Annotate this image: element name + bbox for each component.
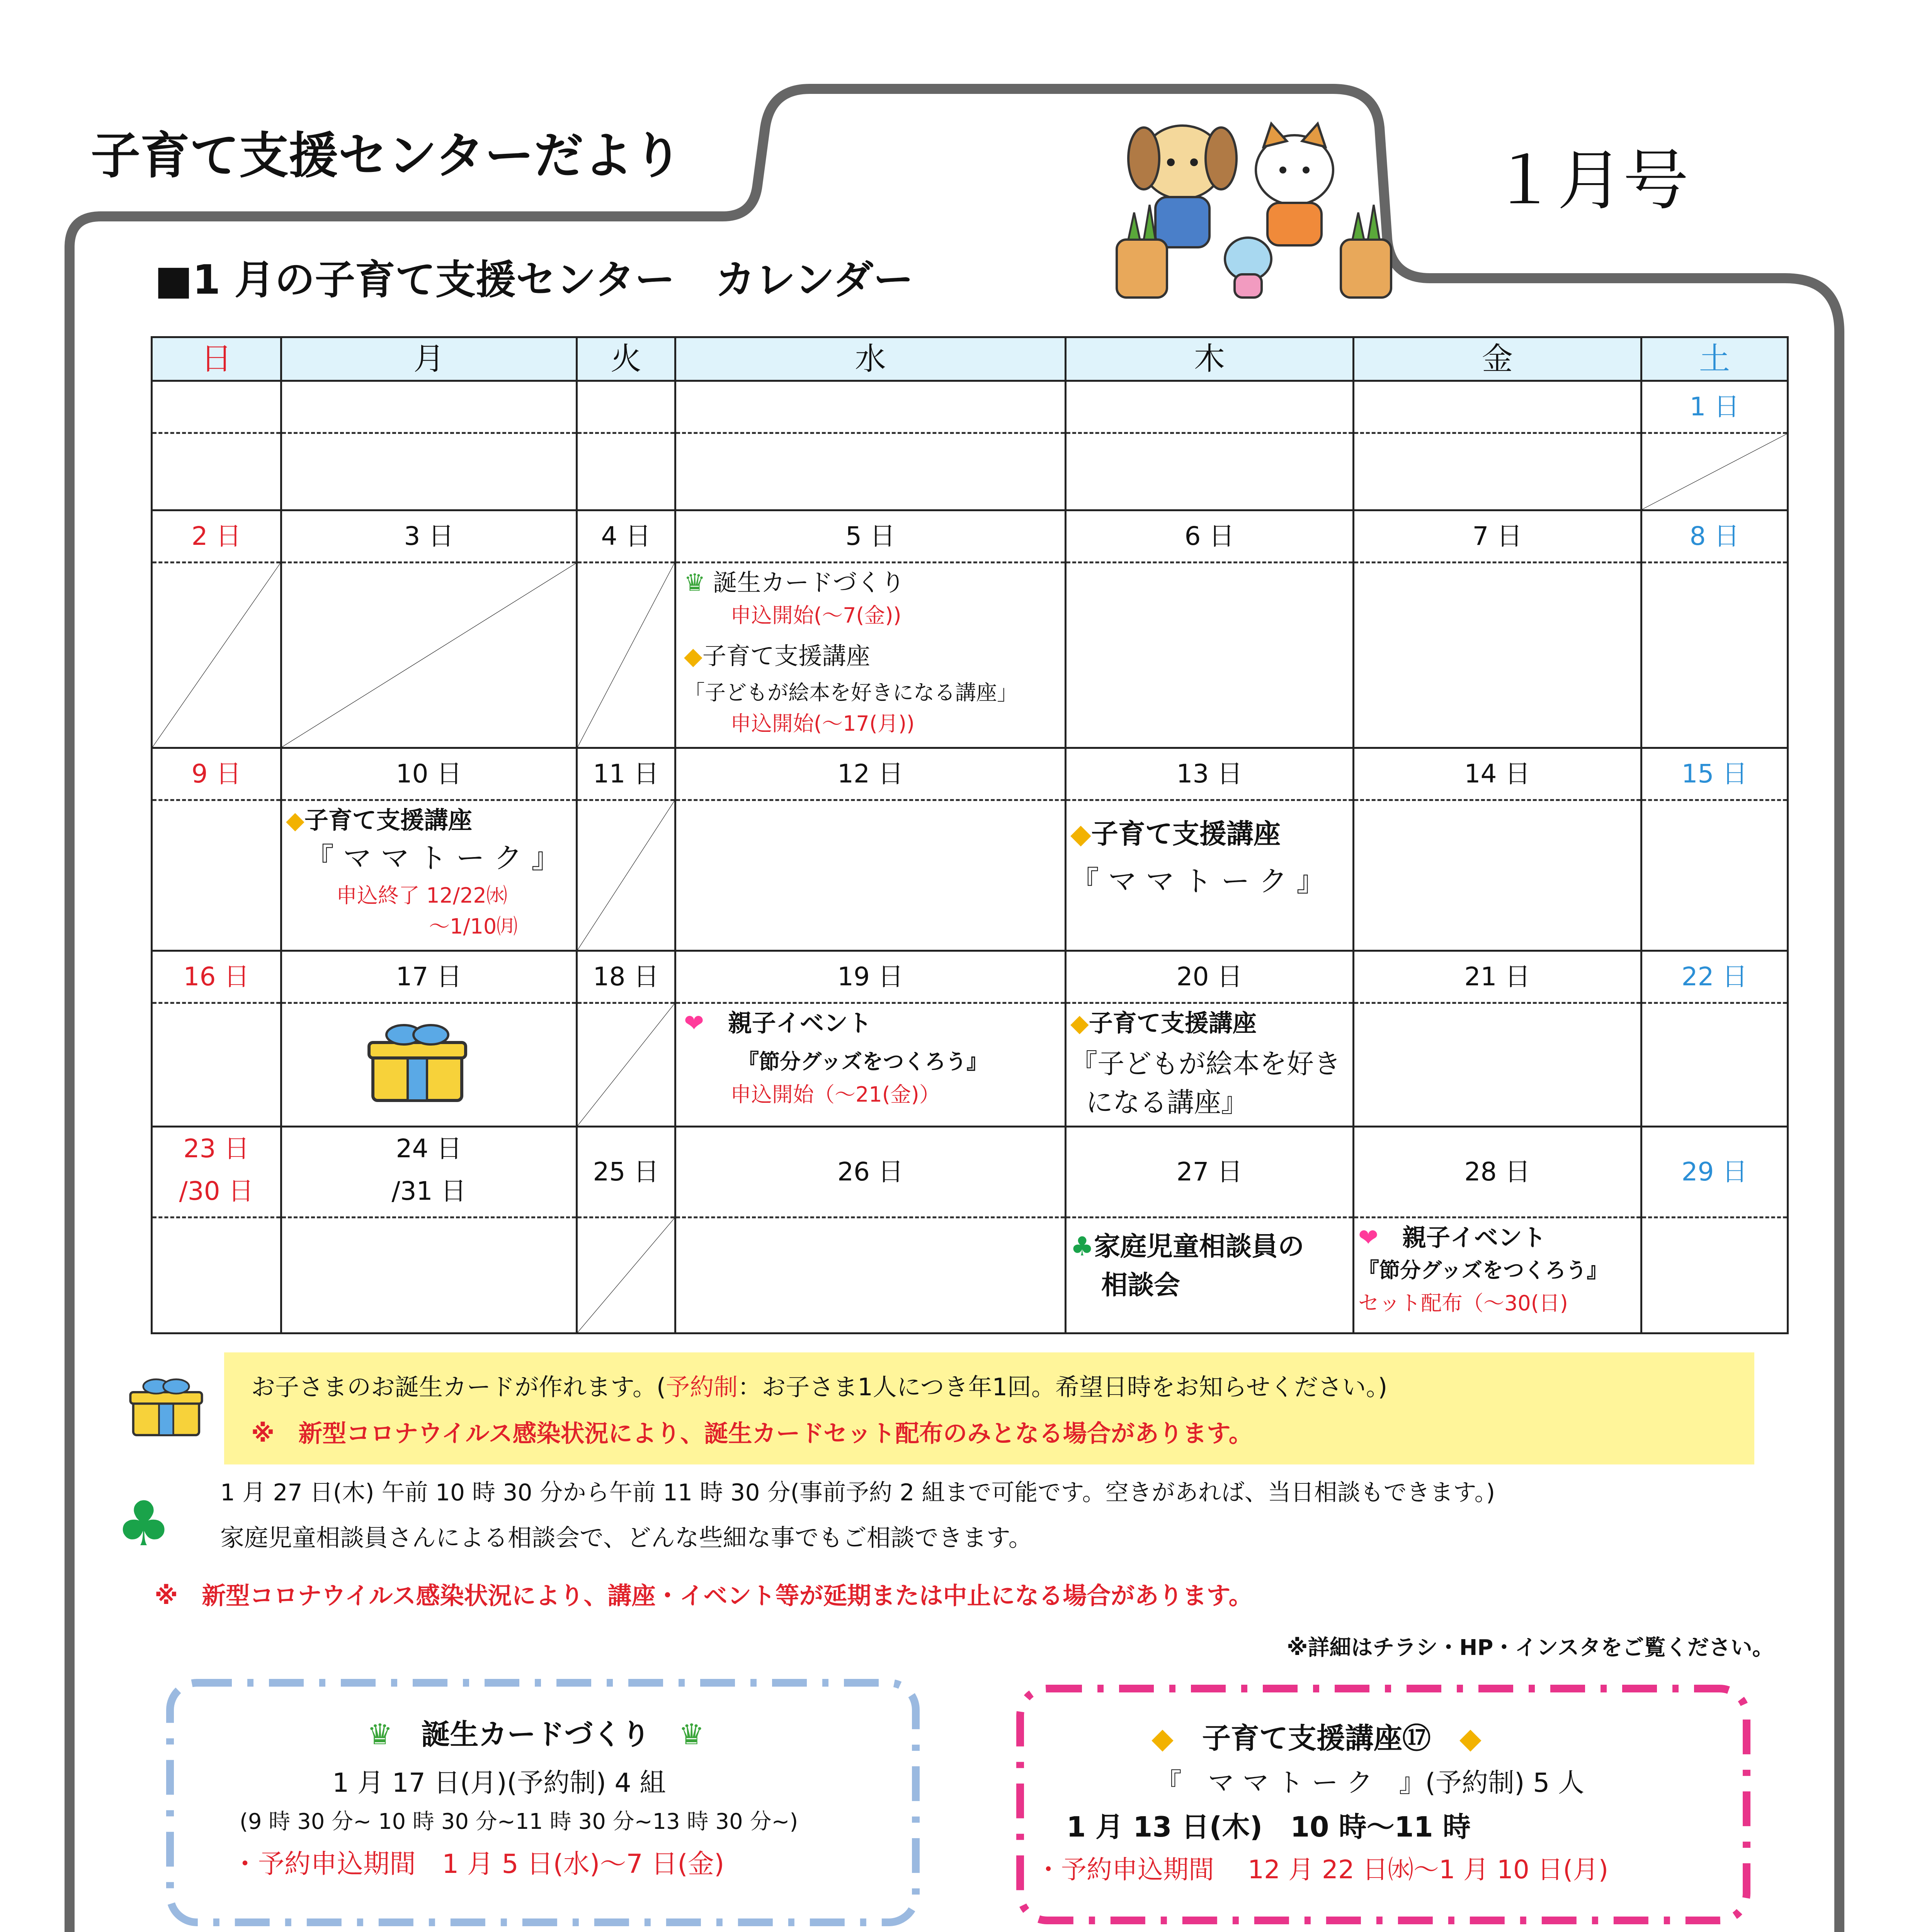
date-cell: 15 日 <box>1641 748 1788 800</box>
date-cell: 28 日 <box>1354 1127 1641 1218</box>
date-cell: 11 日 <box>577 748 675 800</box>
weekday-sat: 土 <box>1641 337 1788 381</box>
event-lecture-name: 『子どもが絵本を好き <box>1070 1048 1341 1080</box>
date-cell: 25 日 <box>577 1127 675 1218</box>
event-name: 『節分グッズをつくろう』 <box>738 1049 988 1074</box>
crown-icon: ♛ <box>684 568 706 597</box>
diamond-icon: ◆ <box>1152 1722 1174 1755</box>
consult-note-line1: 1 月 27 日(木) 午前 10 時 30 分から午前 11 時 30 分(事前予約 2 組まで可能です。空きがあれば、当日相談もできます。) <box>220 1479 1495 1506</box>
date-cell: 7 日 <box>1354 510 1641 563</box>
event-note: 申込終了 12/22㈬ <box>336 883 507 908</box>
date-cell: 4 日 <box>577 510 675 563</box>
birthday-note-line1: お子さまのお誕生カードが作れます。(予約制：お子さま1人につき年1回。希望日時をお知らせください。) <box>251 1373 1388 1401</box>
mamatalk-box-date: 1 月 13 日(木) 10 時～11 時 <box>1067 1811 1471 1843</box>
weekday-sun: 日 <box>152 337 281 381</box>
newsletter-title: 子育て支援センターだより <box>91 127 682 185</box>
clover-icon: ♣ <box>116 1488 172 1560</box>
event-note: 申込開始(～17(月)) <box>730 711 915 736</box>
issue-label: １月号 <box>1492 143 1689 219</box>
date-cell: 26 日 <box>675 1127 1066 1218</box>
details-note: ※詳細はチラシ・HP・インスタをご覧ください。 <box>1287 1635 1774 1660</box>
date-cell: 17 日 <box>281 951 577 1003</box>
event-lecture-name: 『 マ マ ト ー ク 』 <box>1070 865 1325 898</box>
crown-icon: ♛ <box>679 1718 704 1751</box>
mamatalk-box-name: 『 マ マ ト ー ク 』(予約制) 5 人 <box>1155 1768 1585 1798</box>
event-name: 『節分グッズをつくろう』 <box>1358 1258 1608 1282</box>
weekday-fri: 金 <box>1354 337 1641 381</box>
date-cell: 6 日 <box>1066 510 1354 563</box>
weekday-wed: 水 <box>675 337 1066 381</box>
date-cell: 27 日 <box>1066 1127 1354 1218</box>
event-note: 申込開始（～21(金)） <box>730 1082 940 1107</box>
event-lecture: ◆子育て支援講座 <box>286 806 472 834</box>
date-cell: 13 日 <box>1066 748 1354 800</box>
birthday-box-period: ・予約申込期間 1 月 5 日(水)～7 日(金) <box>232 1849 725 1879</box>
weekday-mon: 月 <box>281 337 577 381</box>
crown-icon: ♛ <box>367 1718 393 1751</box>
date-cell: 9 日 <box>152 748 281 800</box>
date-cell: 1 日 <box>1641 381 1788 433</box>
event-lecture-name: 『 マ マ ト ー ク 』 <box>305 842 560 875</box>
mamatalk-box-period: ・予約申込期間 12 月 22 日㈬～1 月 10 日(月) <box>1036 1855 1609 1884</box>
birthday-box-title: ♛ 誕生カードづくり ♛ <box>367 1718 704 1751</box>
weekday-tue: 火 <box>577 337 675 381</box>
date-cell: 20 日 <box>1066 951 1354 1003</box>
corona-note: ※ 新型コロナウイルス感染状況により、講座・イベント等が延期または中止になる場合があります。 <box>155 1582 1253 1610</box>
event-lecture-name: になる講座』 <box>1086 1087 1248 1118</box>
date-cell: 8 日 <box>1641 510 1788 563</box>
date-cell: 10 日 <box>281 748 577 800</box>
diamond-icon: ◆ <box>1459 1722 1482 1755</box>
consult-note-line2: 家庭児童相談員さんによる相談会で、どんな些細な事でもご相談できます。 <box>220 1524 1032 1552</box>
event-note: 申込開始(～7(金)) <box>730 603 902 628</box>
event-lecture-name: 「子どもが絵本を好きになる講座」 <box>684 680 1018 705</box>
date-cell: 16 日 <box>152 951 281 1003</box>
diamond-icon: ◆ <box>1070 1009 1089 1037</box>
date-cell: 22 日 <box>1641 951 1788 1003</box>
event-lecture: ◆子育て支援講座 <box>684 642 870 670</box>
event-consultation-label: 相談会 <box>1101 1270 1180 1301</box>
event-parent-child: ❤ 親子イベント <box>684 1009 872 1037</box>
diamond-icon: ◆ <box>1070 818 1091 850</box>
date-cell: 18 日 <box>577 951 675 1003</box>
event-birthday-card: ♛ 誕生カードづくり <box>684 568 905 597</box>
birthday-box-date: 1 月 17 日(月)(予約制) 4 組 <box>332 1768 666 1798</box>
date-cell: 12 日 <box>675 748 1066 800</box>
birthday-note-line2: ※ 新型コロナウイルス感染状況により、誕生カードセット配布のみとなる場合があります。 <box>251 1419 1253 1447</box>
event-lecture: ◆子育て支援講座 <box>1070 1009 1257 1037</box>
event-consultation: ♣家庭児童相談員の <box>1070 1231 1304 1262</box>
heart-icon: ❤ <box>1358 1223 1378 1252</box>
date-cell: 2 日 <box>152 510 281 563</box>
date-cell: 5 日 <box>675 510 1066 563</box>
event-note: ～1/10㈪ <box>429 914 518 939</box>
date-cell: 14 日 <box>1354 748 1641 800</box>
clover-icon: ♣ <box>1070 1231 1094 1262</box>
date-cell: 19 日 <box>675 951 1066 1003</box>
heart-icon: ❤ <box>684 1009 704 1037</box>
event-note: セット配布（～30(日) <box>1358 1291 1568 1315</box>
diamond-icon: ◆ <box>684 642 703 670</box>
date-cell: 23 日 /30 日 <box>152 1127 281 1218</box>
diamond-icon: ◆ <box>286 806 304 834</box>
event-parent-child: ❤ 親子イベント <box>1358 1223 1546 1252</box>
birthday-box-times: (9 時 30 分~ 10 時 30 分~11 時 30 分~13 時 30 分~) <box>240 1809 798 1834</box>
calendar-title: ■1 月の子育て支援センター カレンダー <box>155 256 913 303</box>
date-cell: 24 日 /31 日 <box>281 1127 577 1218</box>
event-lecture: ◆子育て支援講座 <box>1070 818 1281 850</box>
mamatalk-box-title: ◆ 子育て支援講座⑰ ◆ <box>1152 1722 1482 1755</box>
weekday-thu: 木 <box>1066 337 1354 381</box>
date-cell: 21 日 <box>1354 951 1641 1003</box>
date-cell: 3 日 <box>281 510 577 563</box>
date-cell: 29 日 <box>1641 1127 1788 1218</box>
